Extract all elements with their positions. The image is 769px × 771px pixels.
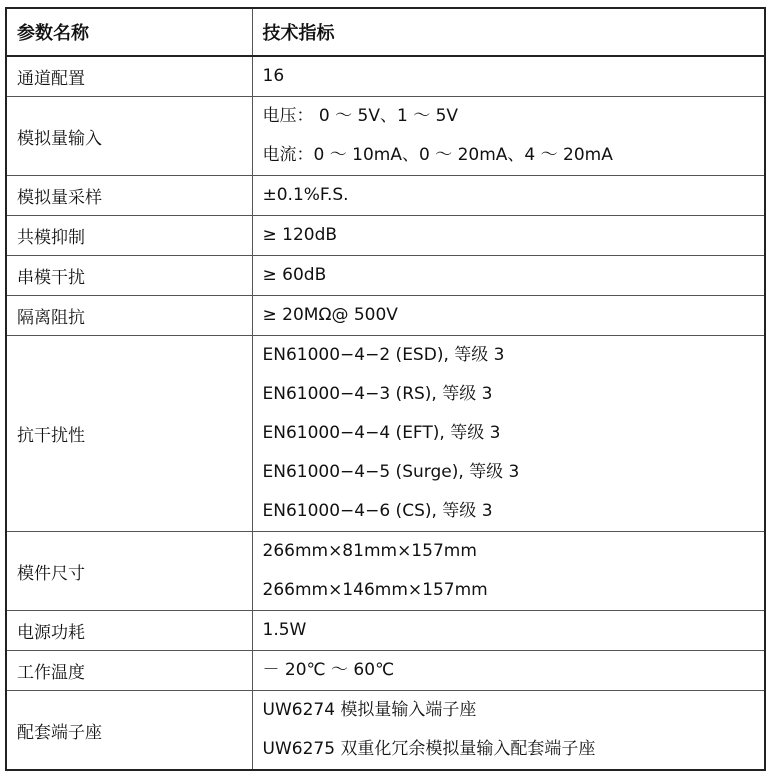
param-cell: 抗干扰性 [6,336,252,532]
value-line: ±0.1%F.S. [262,185,349,205]
table-body [6,56,765,770]
value-line: EN61000−4−5 (Surge), 等级 3 [262,462,520,482]
value-cell [252,56,765,97]
value-line: EN61000−4−3 (RS), 等级 3 [262,384,493,404]
value-line: UW6274 模拟量输入端子座 [262,700,477,720]
table-row [6,216,765,256]
header-param: 参数名称 [6,8,252,56]
value-line: 电压： 0 ～ 5V、1 ～ 5V [262,106,459,126]
table-row [6,256,765,296]
value-cell [252,336,765,532]
table-row [6,97,765,176]
value-cell [252,691,765,771]
param-cell: 模件尺寸 [6,532,252,611]
value-line: ≥ 20MΩ@ 500V [262,305,398,325]
value-line: ≥ 120dB [262,225,338,245]
value-line: 16 [262,66,285,86]
table-header-row [6,8,765,56]
value-cell [252,651,765,691]
value-cell [252,296,765,336]
param-cell: 串模干扰 [6,256,252,296]
table-row [6,651,765,691]
value-cell [252,611,765,651]
value-line: EN61000−4−2 (ESD), 等级 3 [262,345,505,365]
value-line: EN61000−4−4 (EFT), 等级 3 [262,423,501,443]
table-row [6,611,765,651]
value-line: 电流：0 ～ 10mA、0 ～ 20mA、4 ～ 20mA [262,145,613,165]
value-line: 1.5W [262,620,307,640]
table-row [6,691,765,771]
value-line: ≥ 60dB [262,265,327,285]
value-cell [252,176,765,216]
table-row [6,176,765,216]
param-cell: 隔离阻抗 [6,296,252,336]
value-line: 266mm×146mm×157mm [262,580,488,600]
value-cell [252,97,765,176]
value-cell [252,532,765,611]
param-cell: 模拟量采样 [6,176,252,216]
value-cell [252,256,765,296]
param-cell: 配套端子座 [6,691,252,771]
param-cell: 共模抑制 [6,216,252,256]
value-line: － 20℃ ～ 60℃ [262,660,395,680]
param-cell: 模拟量输入 [6,97,252,176]
value-line: UW6275 双重化冗余模拟量输入配套端子座 [262,739,596,759]
table-row [6,532,765,611]
value-line: EN61000−4−6 (CS), 等级 3 [262,501,493,521]
table-row [6,296,765,336]
value-line: 266mm×81mm×157mm [262,541,477,561]
table-row [6,336,765,532]
param-cell: 工作温度 [6,651,252,691]
header-value: 技术指标 [252,8,765,56]
param-cell: 电源功耗 [6,611,252,651]
value-cell [252,216,765,256]
spec-table [5,7,766,771]
table-row [6,56,765,97]
param-cell: 通道配置 [6,56,252,97]
